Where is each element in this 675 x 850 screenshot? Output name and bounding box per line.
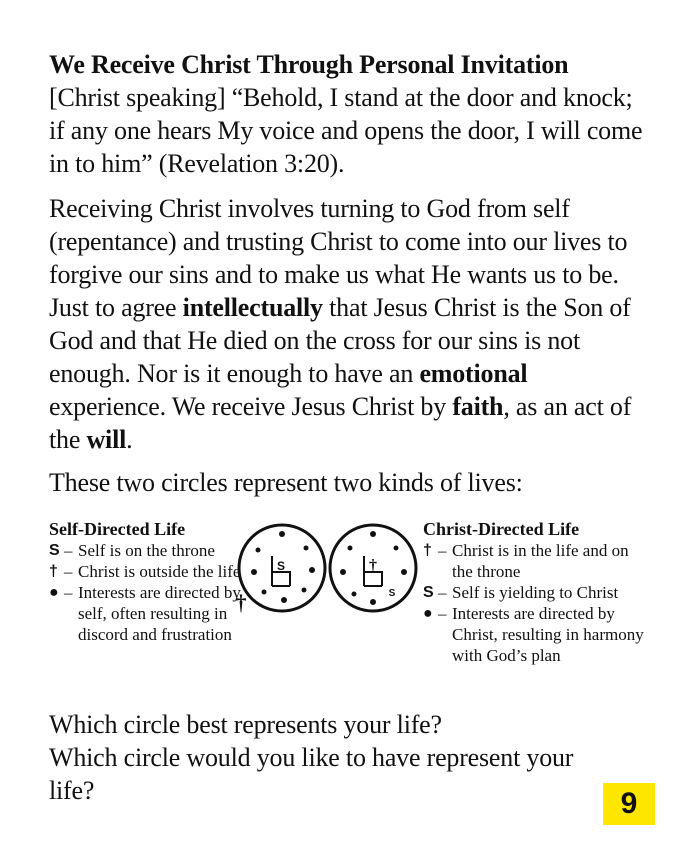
cross-icon: † bbox=[423, 542, 432, 559]
christ-directed-title: Christ-Directed Life bbox=[423, 519, 580, 539]
circles-intro-block bbox=[49, 466, 649, 499]
body-paragraph bbox=[49, 192, 649, 456]
dot-icon: ● bbox=[423, 605, 433, 622]
body-text-part: that Jesus Christ is the Son of God and that He died on the cross for our sins is not enough. Nor is it enough to have an bbox=[49, 293, 631, 388]
legend-item: † – Christ is in the life and on the throne bbox=[423, 540, 648, 582]
legend-item: ● – Interests are directed by Christ, resulting in harmony with God’s plan bbox=[423, 603, 648, 666]
legend-text: Self is yielding to Christ bbox=[452, 583, 619, 602]
body-text-part: . bbox=[126, 425, 133, 454]
legend-item: † – Christ is outside the life bbox=[49, 561, 264, 582]
cross-outside-icon: † bbox=[235, 590, 247, 615]
question-desired-life: Which circle would you like to have represent your life? bbox=[49, 743, 574, 805]
page-heading: We Receive Christ Through Personal Invitation bbox=[49, 50, 569, 79]
legend-text: Interests are directed by self, often resulting in discord and frustration bbox=[78, 583, 241, 644]
legend-text: Christ is outside the life bbox=[78, 562, 241, 581]
body-text bbox=[49, 192, 649, 456]
cross-icon: † bbox=[49, 563, 58, 580]
christ-directed-circle bbox=[330, 525, 416, 611]
emphasis-emotional: emotional bbox=[419, 359, 528, 388]
christ-on-throne-icon: † bbox=[369, 557, 377, 574]
legend-item: S – Self is on the throne bbox=[49, 540, 264, 561]
verse-block bbox=[49, 48, 649, 180]
legend-text: Christ is in the life and on the throne bbox=[452, 541, 629, 581]
legend-item: S – Self is yielding to Christ bbox=[423, 582, 648, 603]
verse-text: [Christ speaking] “Behold, I stand at the door and knock; if any one hears My voice and opens the door, I will come in to him” (Revelation 3:20). bbox=[49, 83, 643, 178]
page-number: 9 bbox=[603, 783, 655, 825]
body-text-part: Receiving Christ involves turning to God from self (repentance) and trusting Christ to come into our lives to forgive our sins and to make us what He wants us to be. Just to agree bbox=[49, 194, 628, 322]
body-text-part: experience. We receive Jesus Christ by bbox=[49, 392, 453, 421]
self-on-throne-icon: S bbox=[276, 559, 286, 573]
question-current-life: Which circle best represents your life? bbox=[49, 710, 442, 739]
self-letter-icon: S bbox=[423, 584, 434, 601]
legend-item: ● – Interests are directed by self, often resulting in discord and frustration bbox=[49, 582, 264, 645]
emphasis-intellectually: intellectually bbox=[182, 293, 323, 322]
self-letter-icon: S bbox=[49, 542, 60, 559]
self-directed-title: Self-Directed Life bbox=[49, 519, 186, 539]
christ-directed-list bbox=[423, 540, 648, 666]
dot-icon: ● bbox=[49, 584, 59, 601]
life-circles-diagram bbox=[228, 520, 423, 620]
self-directed-circle bbox=[239, 525, 325, 611]
self-yielding-icon: S bbox=[388, 588, 396, 599]
emphasis-will: will bbox=[86, 425, 127, 454]
circles-intro: These two circles represent two kinds of lives: bbox=[49, 468, 523, 497]
legend-text: Self is on the throne bbox=[78, 541, 215, 560]
questions-block bbox=[49, 708, 589, 807]
christ-directed-legend bbox=[423, 518, 648, 666]
emphasis-faith: faith bbox=[452, 392, 504, 421]
body-text-part: , as an act of the bbox=[49, 392, 632, 454]
legend-text: Interests are directed by Christ, resulting in harmony with God’s plan bbox=[452, 604, 644, 665]
